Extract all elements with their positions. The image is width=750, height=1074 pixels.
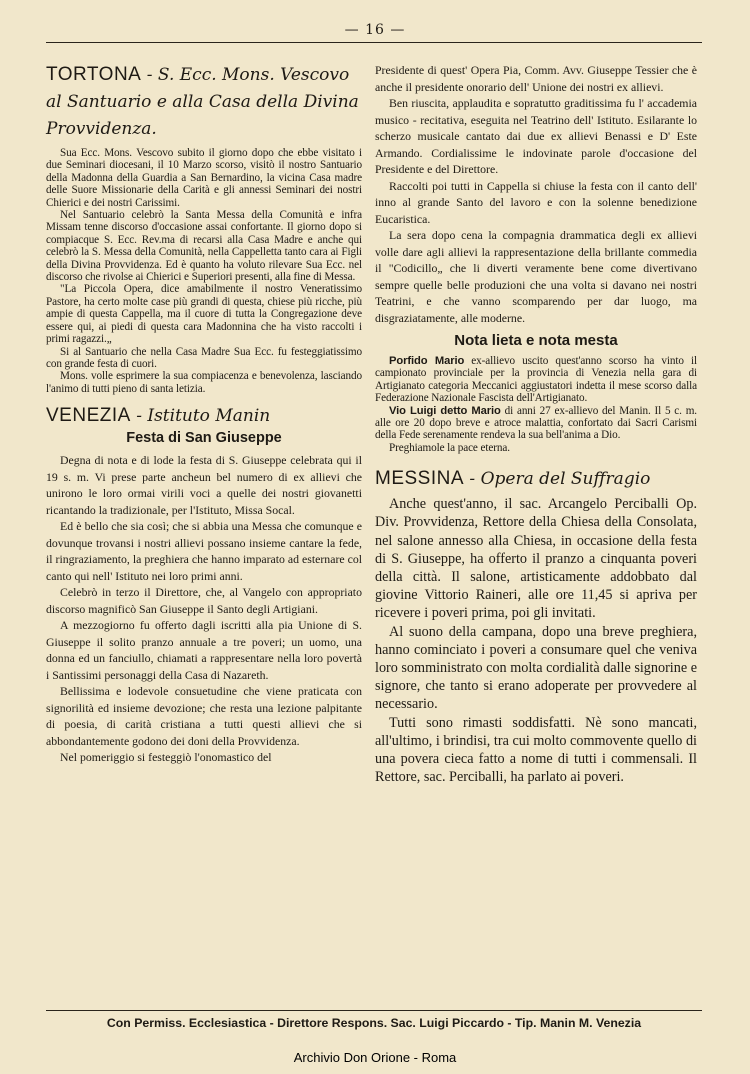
venezia-paragraph: Bellissima e lodevole consuetudine che viene praticata con signorilità ed insieme devozione; che resta una lezione palpitante di poesia, di carità cristiana a tutti questi allievi che si abbondantemente godono dei doni della Provvidenza. <box>46 684 362 748</box>
tortona-heading <box>46 60 362 141</box>
archive-label: Archivio Don Orione - Roma <box>293 1050 457 1065</box>
tortona-paragraph: Mons. volle esprimere la sua compiacenza e benevolenza, lasciando l'animo di tutti pieno di santa letizia. <box>46 370 362 395</box>
messina-paragraph: Anche quest'anno, il sac. Arcangelo Perciballi Op. Div. Provvidenza, Rettore della Chiesa della Consolata, nel salone annesso alla Chiesa, in occasione della festa di S. Giuseppe, ha offerto il pranzo a cinquanta poveri della città. Il salone, artisticamente addobbato dal giovine Vittorio Raineri, alle ore 11,45 si apriva per ricevere i poveri prima, poi gli invitati. <box>375 496 697 622</box>
tortona-paragraph: Sua Ecc. Mons. Vescovo subito il giorno dopo che ebbe visitato i due Seminari diocesani, il 10 Marzo scorso, visitò il nostro Santuario della Madonna della Guardia a San Bernardino, la vicina Casa madre delle Suore Missionarie della Carità e gli annessi Seminari dei nostri Chierici e dei nostri Carissimi. <box>46 147 362 209</box>
messina-paragraph: Tutti sono rimasti soddisfatti. Nè sono mancati, all'ultimo, i brindisi, tra cui molto commovente quello di una povera cieca fatto a nome di tutti i commensali. Il Rettore, sac. Perciballi, ha parlato ai poveri. <box>375 714 697 786</box>
imprint-footer: Con Permiss. Ecclesiastica - Direttore Respons. Sac. Luigi Piccardo - Tip. Manin M. Venezia <box>106 1016 642 1030</box>
venezia-city: VENEZIA <box>46 405 131 427</box>
nota-name-vio: Vio Luigi detto Mario <box>389 404 501 417</box>
tortona-paragraph: Nel Santuario celebrò la Santa Messa della Comunità e infra Missam tenne discorso d'occasione assai confortante. Il giorno dopo si compiacque S. Ecc. Rev.ma di recarsi alla Casa Madre e anche qui celebrò la S. Messa della Comunità, nella Cappelletta tanto cara ai Figli della Divina Provvidenza. Ed è quanto ha voluto rilevare Sua Ecc. nel discorso che rivolse ai Chierici e Superiori presenti, alla fine di Messa. <box>46 209 362 284</box>
venezia-cont-paragraph: La sera dopo cena la compagnia drammatica degli ex allievi volle dare agli allievi la rappresentazione della brillante commedia il "Codicillo„ che li diverti veramente bene come divertivano sempre quelle belle produzioni che una volta si davano nei nostri Teatrini, e che vanno scomparendo per dar luogo, ma disgraziatamente, alle moderne. <box>375 228 697 325</box>
tortona-paragraph: Si al Santuario che nella Casa Madre Sua Ecc. fu festeggiatissimo con grande festa di cuori. <box>46 345 362 370</box>
nota-text-vio: di anni 27 ex-allievo del Manin. Il 5 c. m. alle ore 20 dopo breve e atroce malattia, confortato dai Sacri Carismi della Fede serenamente rendeva la sua bell'anima a Dio. <box>375 404 698 442</box>
nota-paragraph <box>375 405 697 442</box>
nota-text-porfido: ex-allievo uscito quest'anno scorso ha vinto il campionato provinciale per la provincia di Venezia nella gara di Artigianato categoria Meccanici aggiustatori indetta il mese scorso dalla Federazione Nazionale Fascista dell'Artigianato. <box>375 355 698 405</box>
nota-paragraph <box>375 355 697 405</box>
venezia-headline: - Istituto Manin <box>130 406 271 427</box>
tortona-headline: - S. Ecc. Mons. Vescovo al Santuario e alla Casa della Divina Provvidenza. <box>46 65 359 139</box>
venezia-cont-paragraph: Presidente di quest' Opera Pia, Comm. Avv. Giuseppe Tessier che è anche il presidente onorario dell' Unione dei nostri ex allievi. <box>375 63 697 94</box>
messina-headline: - Opera del Suffragio <box>464 469 651 490</box>
footer-rule <box>46 1010 702 1011</box>
messina-city: MESSINA <box>375 468 465 490</box>
tortona-article <box>46 147 362 395</box>
venezia-subheading: Festa di San Giuseppe <box>126 430 282 447</box>
venezia-cont-paragraph: Raccolti poi tutti in Cappella si chiuse la festa con il canto dell' inno al grande Santo del lavoro e con la solenne benedizione Eucaristica. <box>375 178 697 226</box>
venezia-paragraph: Degna di nota e di lode la festa di S. Giuseppe celebrata qui il 19 s. m. Vi prese parte ancheun bel numero di ex allievi che unirono le loro ormai virili voci a quelle dei nostri giovanetti ricantando la tradizionale, per l'Istituto, Missa Socal. <box>46 453 362 517</box>
nota-paragraph: Preghiamole la pace eterna. <box>389 441 510 454</box>
venezia-heading <box>46 401 362 428</box>
tortona-paragraph: "La Piccola Opera, dice amabilmente il nostro Veneratissimo Pastore, ha certo molte case più grandi di questa, chiese più ricche, più ampie di questa Cappella, ma il cuore di tutta la Congregazione deve essere qui, ai piedi di questa cara Madonnina che ha visto raccolti i primi ragazzi.„ <box>46 283 362 346</box>
left-column <box>46 60 362 766</box>
messina-article <box>375 495 697 786</box>
venezia-article <box>46 452 362 766</box>
page-number: — 16 — <box>344 22 406 38</box>
venezia-paragraph: Nel pomeriggio si festeggiò l'onomastico del <box>60 750 272 765</box>
messina-heading <box>375 464 697 491</box>
nota-article <box>375 355 697 454</box>
right-column <box>375 60 697 787</box>
venezia-paragraph: Ed è bello che sia così; che si abbia una Messa che comunque e dovunque trovansi i nostri allievi possano insieme cantare la fede, il ringraziamento, la preghiera che hanno imparato ad esternare col canto qui nell' Istituto nei loro primi anni. <box>46 519 362 583</box>
nota-heading: Nota lieta e nota mesta <box>454 332 618 349</box>
tortona-city: TORTONA <box>46 64 142 85</box>
venezia-paragraph: Celebrò in terzo il Direttore, che, al Vangelo con appropriato discorso magnificò San Giuseppe il Santo degli Artigiani. <box>46 585 362 616</box>
nota-name-porfido: Porfido Mario <box>389 355 465 367</box>
venezia-continuation <box>375 62 697 326</box>
venezia-paragraph: A mezzogiorno fu offerto dagli iscritti alla pia Unione di S. Giuseppe il solito pranzo annuale a tre poveri; un uomo, una donna ed un fanciullo, chiamati a rappresentare nella loro povertà i Santissimi personaggi della Casa di Nazareth. <box>46 618 362 682</box>
venezia-cont-paragraph: Ben riuscita, applaudita e sopratutto graditissima fu l' accademia musico - recitativa, eseguita nel Teatrino dell' Istituto. Esilarante lo scherzo musicale cantato dai due ex allievi Benassi e D' Este Armando. Cordialissime le indovinate parole d'occasione del Presidente e del Direttore. <box>375 96 697 176</box>
messina-paragraph: Al suono della campana, dopo una breve preghiera, hanno cominciato i poveri a consumare quel che veniva loro somministrato con molta cordialità dalle signorine e signore, che tanto si erano adoperate per provvedere al necessario. <box>375 623 697 713</box>
header-rule <box>46 42 702 43</box>
